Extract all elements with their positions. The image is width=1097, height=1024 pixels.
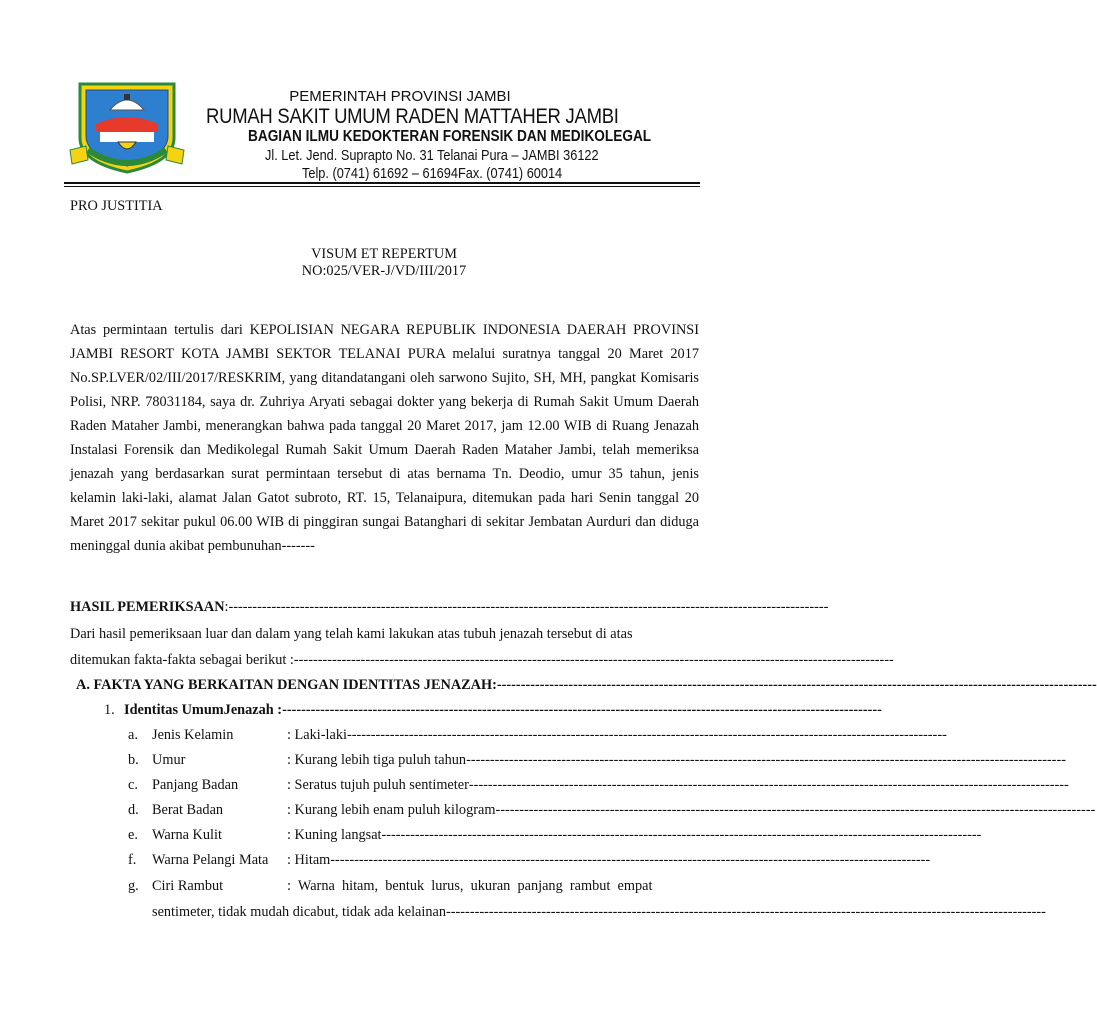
letterhead-rule: [64, 182, 700, 184]
hasil-line2: ditemukan fakta-fakta sebagai berikut :: [70, 652, 294, 668]
field-b-value-row: [287, 751, 1066, 769]
dash-leader: ------------------------------------------------------------------------------------------------------------------------------: [496, 677, 1097, 693]
dash-leader: ------------------------------------------------------------------------------------------------------------------------------: [346, 727, 947, 743]
hasil-line2-row: [70, 651, 894, 669]
field-b-letter: b.: [128, 752, 139, 768]
field-g-value: : Warna hitam, bentuk lurus, ukuran panjang rambut empat: [287, 878, 653, 894]
field-g-letter: g.: [128, 878, 139, 894]
dash-leader: ------------------------------------------------------------------------------------------------------------------------------: [381, 827, 982, 843]
field-b-value: : Kurang lebih tiga puluh tahun: [287, 752, 467, 768]
dash-leader: ------------------------------------------------------------------------------------------------------------------------------: [330, 852, 931, 868]
letterhead-line1: PEMERINTAH PROVINSI JAMBI: [289, 88, 511, 105]
field-e-letter: e.: [128, 827, 138, 843]
dash-leader: ------------------------------------------------------------------------------------------------------------------------------: [228, 599, 829, 615]
section-a-heading: [76, 676, 1097, 694]
item1-heading: [124, 701, 882, 719]
hasil-label: HASIL PEMERIKSAAN: [70, 599, 225, 615]
field-c-label: Panjang Badan: [152, 777, 239, 793]
hospital-address: Jl. Let. Jend. Suprapto No. 31 Telanai Pura – JAMBI 36122: [265, 147, 599, 164]
document-number: NO:025/VER-J/VD/III/2017: [301, 263, 467, 279]
field-d-value-row: [287, 801, 1096, 819]
field-f-value-row: [287, 851, 931, 869]
dash-leader: ------------------------------------------------------------------------------------------------------------------------------: [293, 652, 894, 668]
field-a-letter: a.: [128, 727, 138, 743]
field-g-continuation: sentimeter, tidak mudah dicabut, tidak ada kelainan: [152, 904, 447, 920]
letterhead-rule-thin: [64, 186, 700, 187]
field-f-label: Warna Pelangi Mata: [152, 852, 269, 868]
field-c-letter: c.: [128, 777, 138, 793]
field-e-value: : Kuning langsat: [287, 827, 382, 843]
body-paragraph: Atas permintaan tertulis dari KEPOLISIAN NEGARA REPUBLIK INDONESIA DAERAH PROVINSI JAMBI RESORT KOTA JAMBI SEKTOR TELANAI PURA melalui suratnya tanggal 20 Maret 2017 No.SP.LVER/02/III/2017/RESKRIM, yang ditandatangani oleh sarwono Sujito, SH, MH, pangkat Komisaris Polisi, NRP. 78031184, saya dr. Zuhriya Aryati sebagai dokter yang bekerja di Rumah Sakit Umum Daerah Raden Mataher Jambi, menerangkan bahwa pada tanggal 20 Maret 2017, jam 12.00 WIB di Ruang Jenazah Instalasi Forensik dan Medikolegal Rumah Sakit Umum Daerah Raden Mataher Jambi, telah memeriksa jenazah yang berdasarkan surat permintaan tersebut di atas bernama Tn. Deodio, umur 35 tahun, jenis kelamin laki-laki, alamat Jalan Gatot subroto, RT. 15, Telanaipura, ditemukan pada hari Senin tanggal 20 Maret 2017 sekitar pukul 06.00 WIB di pinggiran sungai Batanghari di sekitar Jembatan Aurduri dan diduga meninggal dunia akibat pembunuhan-------: [70, 322, 699, 554]
field-b-label: Umur: [152, 752, 186, 768]
field-e-label: Warna Kulit: [152, 827, 222, 843]
province-logo: [66, 80, 188, 178]
field-d-label: Berat Badan: [152, 802, 224, 818]
dash-leader: ------------------------------------------------------------------------------------------------------------------------------: [446, 904, 1046, 920]
field-a-value-row: [287, 726, 947, 744]
hasil-colon: :: [224, 599, 229, 615]
field-f-value: : Hitam: [287, 852, 331, 868]
item1-label: Identitas UmumJenazah :: [124, 702, 283, 718]
field-c-value-row: [287, 776, 1069, 794]
hospital-name: RUMAH SAKIT UMUM RADEN MATTAHER JAMBI: [206, 104, 619, 128]
hasil-line1: Dari hasil pemeriksaan luar dan dalam yang telah kami lakukan atas tubuh jenazah tersebut di atas: [70, 626, 633, 642]
field-g-label: Ciri Rambut: [152, 878, 224, 894]
field-d-value: : Kurang lebih enam puluh kilogram: [287, 802, 496, 818]
field-c-value: : Seratus tujuh puluh sentimeter: [287, 777, 469, 793]
field-a-label: Jenis Kelamin: [152, 727, 234, 743]
section-a-label: A. FAKTA YANG BERKAITAN DENGAN IDENTITAS JENAZAH:: [76, 677, 497, 693]
department-name: BAGIAN ILMU KEDOKTERAN FORENSIK DAN MEDIKOLEGAL: [248, 128, 652, 145]
hasil-heading: [70, 598, 829, 616]
field-d-letter: d.: [128, 802, 139, 818]
document-title: VISUM ET REPERTUM: [311, 246, 457, 262]
field-g-continuation-row: [152, 903, 1046, 921]
field-e-value-row: [287, 826, 982, 844]
field-f-letter: f.: [128, 852, 137, 868]
dash-leader: ------------------------------------------------------------------------------------------------------------------------------: [495, 802, 1096, 818]
item1-number: 1.: [104, 702, 115, 718]
dash-leader: ------------------------------------------------------------------------------------------------------------------------------: [282, 702, 882, 718]
dash-leader: ------------------------------------------------------------------------------------------------------------------------------: [468, 777, 1069, 793]
hospital-phone: Telp. (0741) 61692 – 61694Fax. (0741) 60014: [302, 165, 563, 182]
pro-justitia: PRO JUSTITIA: [70, 198, 163, 214]
dash-leader: ------------------------------------------------------------------------------------------------------------------------------: [466, 752, 1066, 768]
field-a-value: : Laki-laki: [287, 727, 347, 743]
